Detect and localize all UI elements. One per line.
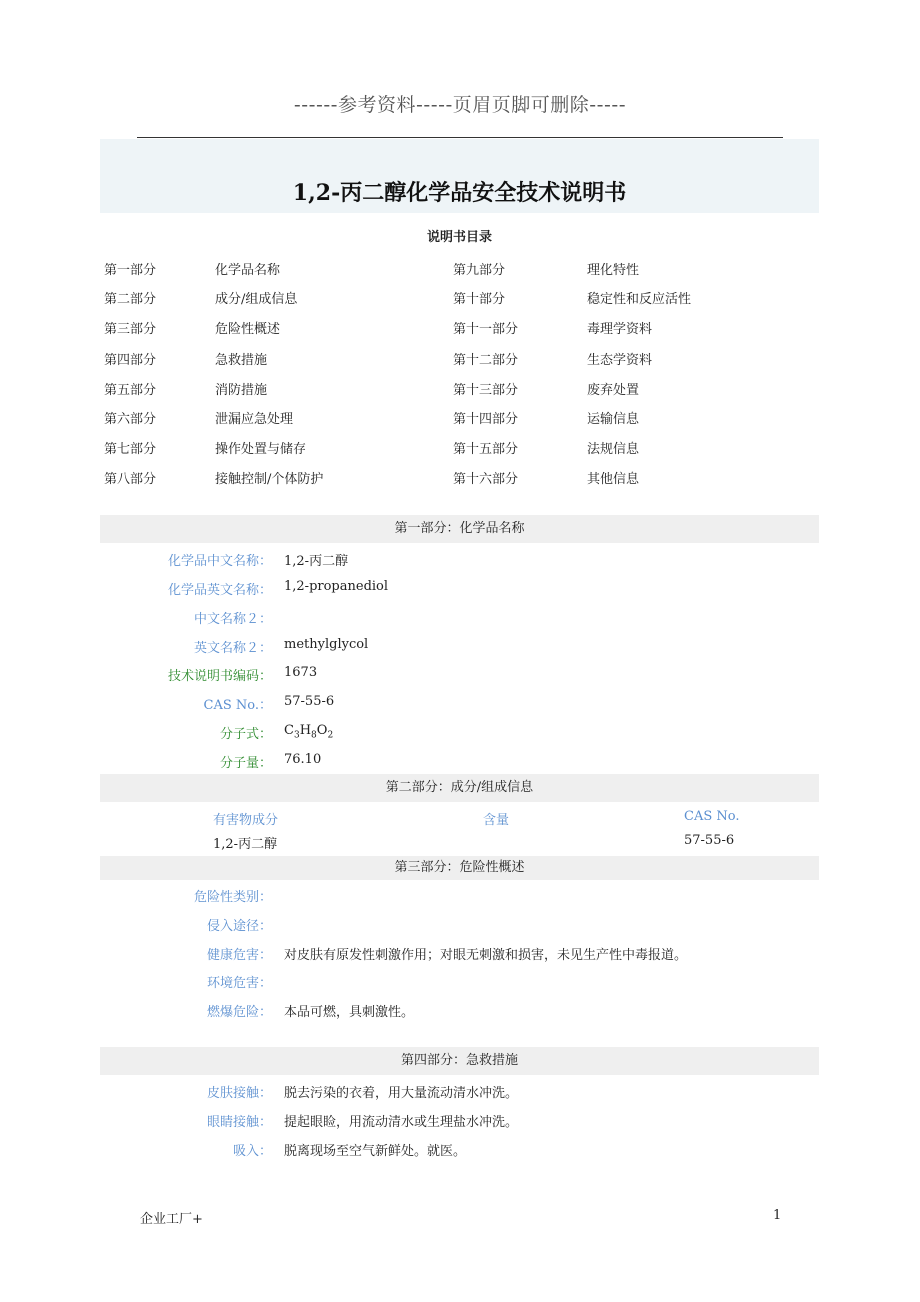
field-label: 燃爆危险： bbox=[206, 1005, 272, 1020]
toc-part: 第五部分 bbox=[104, 383, 157, 398]
field-value: 提起眼睑，用流动清水或生理盐水冲洗。 bbox=[284, 1115, 519, 1130]
section-heading-3: 第三部分：危险性概述 bbox=[100, 856, 819, 880]
toc-name: 消防措施 bbox=[215, 383, 268, 398]
toc-name: 生态学资料 bbox=[587, 353, 653, 368]
toc-name: 毒理学资料 bbox=[587, 322, 653, 337]
toc-name: 操作处置与储存 bbox=[215, 442, 307, 457]
field-label: 皮肤接触： bbox=[206, 1086, 272, 1101]
field-value: 脱离现场至空气新鲜处。就医。 bbox=[284, 1144, 467, 1159]
toc-part: 第一部分 bbox=[104, 263, 157, 278]
toc-part: 第八部分 bbox=[104, 472, 157, 487]
section-heading-1: 第一部分：化学品名称 bbox=[100, 515, 819, 543]
toc-name: 运输信息 bbox=[587, 412, 640, 427]
toc-part: 第十五部分 bbox=[453, 442, 519, 457]
toc-name: 废弃处置 bbox=[587, 383, 640, 398]
footer-text: 企业工厂+ bbox=[140, 1212, 203, 1227]
field-value: 1673 bbox=[284, 665, 318, 680]
field-label: 健康危害： bbox=[206, 948, 272, 963]
field-label: 吸入： bbox=[232, 1144, 272, 1159]
toc-name: 法规信息 bbox=[587, 442, 640, 457]
toc-part: 第四部分 bbox=[104, 353, 157, 368]
field-label: 化学品英文名称： bbox=[167, 583, 272, 598]
field-label: 中文名称２： bbox=[193, 612, 272, 627]
toc-name: 稳定性和反应活性 bbox=[587, 292, 692, 307]
toc-part: 第九部分 bbox=[453, 263, 506, 278]
header-divider bbox=[137, 137, 783, 138]
field-value: 1,2-propanediol bbox=[284, 579, 389, 594]
page-header-text: ------参考资料-----页眉页脚可删除----- bbox=[293, 94, 627, 116]
document-title: 1,2-丙二醇化学品安全技术说明书 bbox=[292, 180, 627, 206]
component-cas: 57-55-6 bbox=[684, 833, 735, 848]
toc-name: 其他信息 bbox=[587, 472, 640, 487]
column-header-cas: CAS No. bbox=[684, 809, 740, 824]
section-heading-4: 第四部分：急救措施 bbox=[100, 1047, 819, 1075]
section-heading-2: 第二部分：成分/组成信息 bbox=[100, 774, 819, 802]
field-label: 英文名称２： bbox=[193, 641, 272, 656]
toc-part: 第三部分 bbox=[104, 322, 157, 337]
toc-part: 第十三部分 bbox=[453, 383, 519, 398]
field-value: 1,2-丙二醇 bbox=[284, 554, 349, 569]
toc-name: 理化特性 bbox=[587, 263, 640, 278]
field-value: 对皮肤有原发性刺激作用；对眼无刺激和损害，未见生产性中毒报道。 bbox=[284, 948, 688, 963]
field-label: 分子量： bbox=[219, 756, 272, 771]
toc-part: 第十二部分 bbox=[453, 353, 519, 368]
toc-name: 化学品名称 bbox=[215, 263, 281, 278]
field-label: 化学品中文名称： bbox=[167, 554, 272, 569]
field-label: 眼睛接触： bbox=[206, 1115, 272, 1130]
field-label: 侵入途径： bbox=[206, 919, 272, 934]
page-number: 1 bbox=[773, 1208, 782, 1223]
toc-title: 说明书目录 bbox=[426, 230, 492, 245]
field-label: 环境危害： bbox=[206, 976, 272, 991]
field-value: 57-55-6 bbox=[284, 694, 335, 709]
toc-name: 接触控制/个体防护 bbox=[215, 472, 324, 487]
column-header-component: 有害物成分 bbox=[213, 813, 279, 828]
toc-name: 成分/组成信息 bbox=[215, 292, 298, 307]
component-name: 1,2-丙二醇 bbox=[213, 837, 278, 852]
toc-part: 第十一部分 bbox=[453, 322, 519, 337]
toc-part: 第十部分 bbox=[453, 292, 506, 307]
column-header-content: 含量 bbox=[483, 813, 510, 828]
toc-name: 危险性概述 bbox=[215, 322, 281, 337]
molecular-formula: $C_3H_8O_2$ bbox=[284, 723, 334, 741]
field-value: 本品可燃，具刺激性。 bbox=[284, 1005, 415, 1020]
toc-part: 第六部分 bbox=[104, 412, 157, 427]
toc-name: 急救措施 bbox=[215, 353, 268, 368]
field-value: methylglycol bbox=[284, 637, 369, 652]
toc-part: 第七部分 bbox=[104, 442, 157, 457]
toc-part: 第十六部分 bbox=[453, 472, 519, 487]
field-value: 76.10 bbox=[284, 752, 322, 767]
toc-part: 第二部分 bbox=[104, 292, 157, 307]
field-label: CAS No.： bbox=[203, 698, 272, 713]
field-value: 脱去污染的衣着，用大量流动清水冲洗。 bbox=[284, 1086, 519, 1101]
field-label: 技术说明书编码： bbox=[167, 669, 272, 684]
toc-part: 第十四部分 bbox=[453, 412, 519, 427]
field-label: 危险性类别： bbox=[193, 890, 272, 905]
toc-name: 泄漏应急处理 bbox=[215, 412, 294, 427]
field-label: 分子式： bbox=[219, 727, 272, 742]
